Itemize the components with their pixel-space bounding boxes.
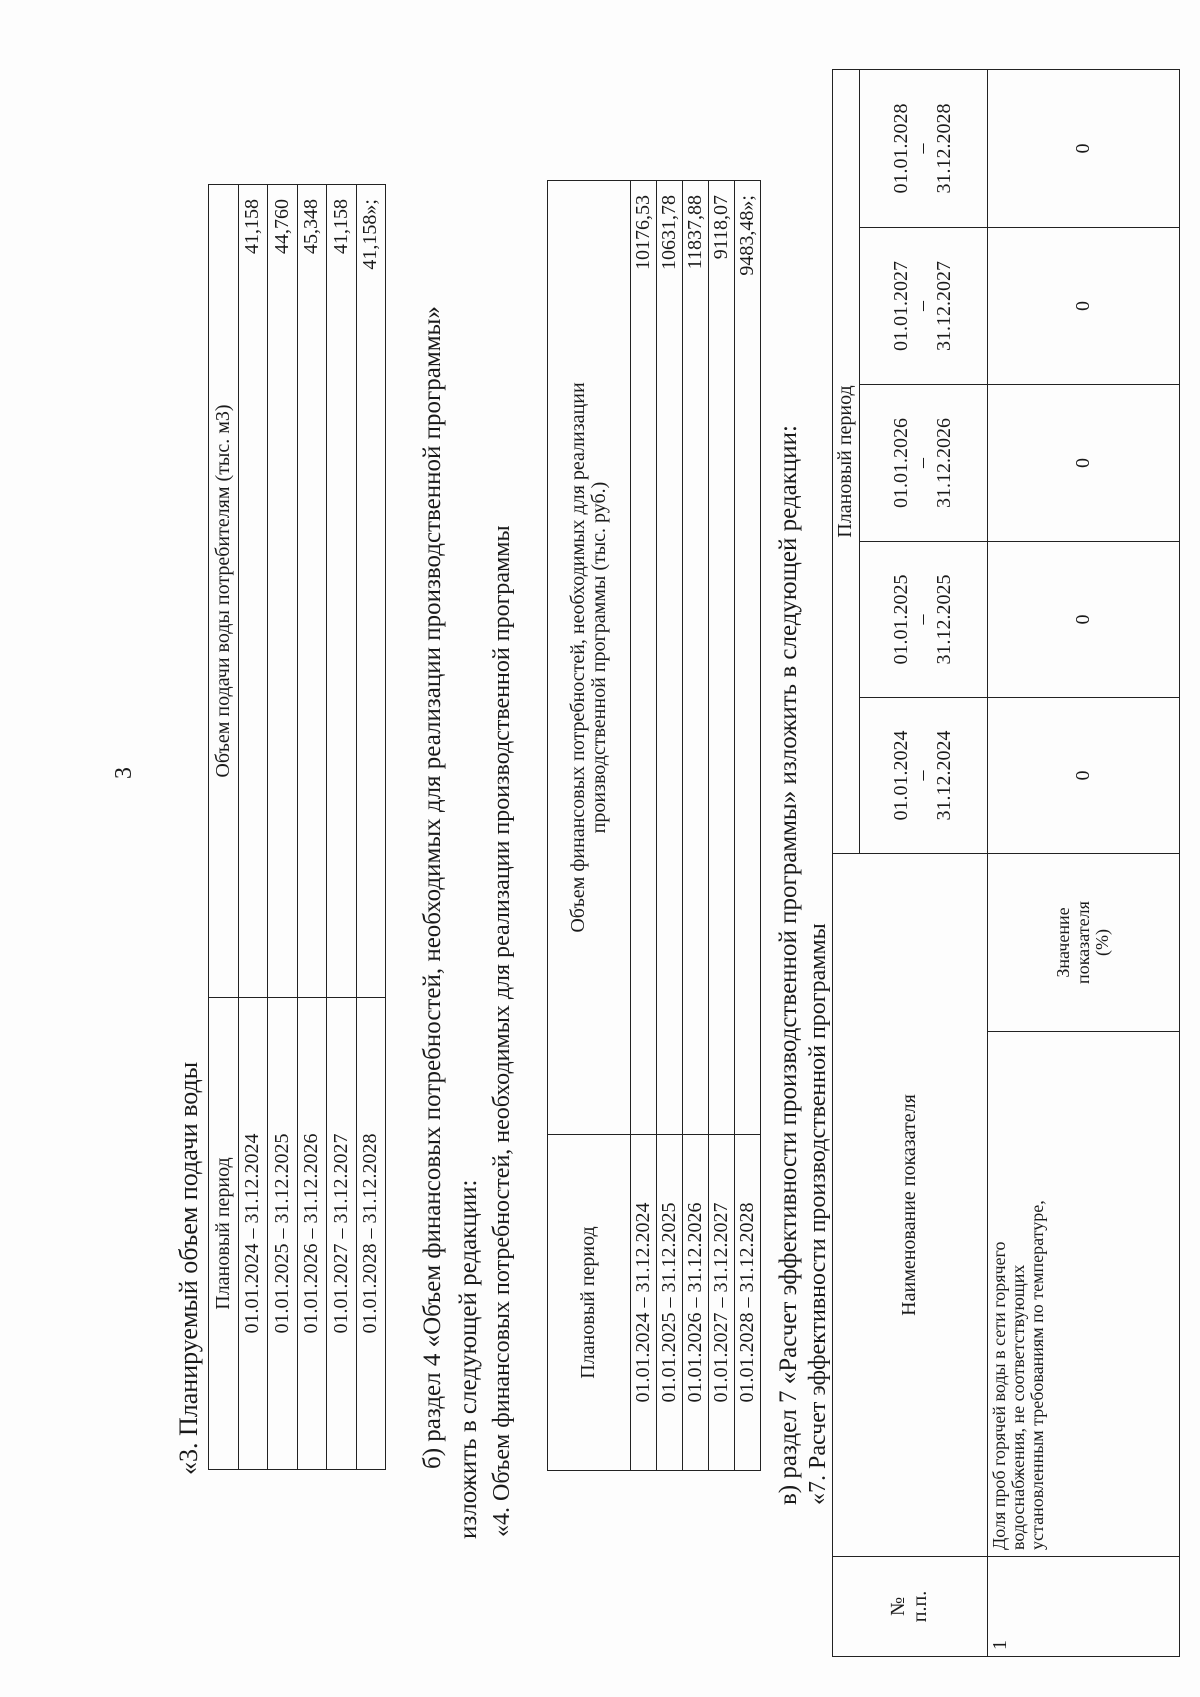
period-header-cell — [859, 698, 987, 854]
value-cell: 41,158 — [238, 185, 268, 998]
section3-heading: «3. Планируемый объем подачи воды — [174, 1061, 203, 1475]
section4-heading: «4. Объем финансовых потребностей, необходимых для реализации производственной программы — [489, 525, 515, 1537]
page-number: 3 — [111, 767, 137, 779]
table-header-row — [548, 181, 631, 1471]
value-cell: 0 — [987, 69, 1179, 227]
period-dash: – — [911, 143, 934, 154]
header-volume-line2: производственной программы (тыс. руб.) — [587, 481, 610, 834]
period-start: 01.01.2028 — [889, 103, 912, 194]
period-cell: 01.01.2028 – 31.12.2028 — [734, 1135, 760, 1471]
paragraph-v-line1: в) раздел 7 «Расчет эффективности производственной программы» изложить в следующей редакции: — [775, 425, 802, 1505]
value-cell: 9118,07 — [708, 181, 734, 1135]
header-period: Плановый период — [548, 1135, 631, 1471]
period-end: 31.12.2028 — [932, 103, 955, 194]
value-label-line1: Значение — [1053, 907, 1074, 978]
row-name-line3: установленным требованиям по температуре, — [1027, 1200, 1048, 1550]
period-start: 01.01.2024 — [889, 730, 912, 821]
header-name: Наименование показателя — [833, 854, 988, 1557]
value-cell: 0 — [987, 698, 1179, 854]
efficiency-table — [832, 69, 1180, 1657]
value-cell: 9483,48»; — [734, 181, 760, 1135]
period-cell: 01.01.2028 – 31.12.2028 — [356, 998, 386, 1470]
value-cell: 45,348 — [297, 185, 327, 998]
value-label-line3: (%) — [1092, 929, 1113, 956]
table-header-row — [833, 69, 860, 1656]
value-cell: 41,158»; — [356, 185, 386, 998]
period-end: 31.12.2026 — [932, 418, 955, 508]
section7-heading: «7. Расчет эффективности производственной программы — [805, 923, 831, 1505]
table-row — [356, 185, 386, 1470]
water-supply-table — [208, 184, 386, 1470]
period-header-cell — [859, 542, 987, 698]
period-dash: – — [911, 770, 934, 781]
table-row — [656, 181, 682, 1471]
value-cell: 0 — [987, 385, 1179, 542]
paragraph-b-line1: б) раздел 4 «Объем финансовых потребностей, необходимых для реализации производственной программы» — [419, 306, 446, 1469]
table-row — [682, 181, 708, 1471]
period-cell: 01.01.2027 – 31.12.2027 — [708, 1135, 734, 1471]
row-name-line2: водоснабжения, не соответствующих — [1008, 1264, 1029, 1550]
period-cell: 01.01.2026 – 31.12.2026 — [297, 998, 327, 1470]
period-end: 31.12.2024 — [932, 730, 955, 821]
table-row — [268, 185, 298, 1470]
period-start: 01.01.2025 — [889, 574, 912, 665]
table-row — [630, 181, 656, 1471]
table-row — [327, 185, 357, 1470]
header-volume-line1: Объем финансовых потребностей, необходимых для реализации — [566, 382, 589, 933]
header-volume: Объем подачи воды потребителям (тыс. м3) — [209, 185, 239, 998]
table-row — [238, 185, 268, 1470]
table-row — [987, 69, 1179, 1656]
value-cell: 44,760 — [268, 185, 298, 998]
header-planned-period: Плановый период — [833, 69, 860, 853]
period-start: 01.01.2026 — [889, 418, 912, 508]
value-label-line2: показателя — [1072, 901, 1093, 984]
row-name — [987, 1032, 1179, 1557]
header-volume — [548, 181, 631, 1135]
period-dash: – — [911, 458, 934, 468]
header-num — [833, 1557, 988, 1657]
row-value-label — [987, 854, 1179, 1032]
table-row — [708, 181, 734, 1471]
table-row — [297, 185, 327, 1470]
period-cell: 01.01.2026 – 31.12.2026 — [682, 1135, 708, 1471]
table-header-row — [209, 185, 239, 1470]
paragraph-b-line2: изложить в следующей редакции: — [455, 1179, 482, 1539]
period-header-cell — [859, 385, 987, 542]
value-cell: 41,158 — [327, 185, 357, 998]
period-cell: 01.01.2025 – 31.12.2025 — [268, 998, 298, 1470]
value-cell: 0 — [987, 228, 1179, 385]
financial-needs-table — [547, 180, 761, 1471]
period-cell: 01.01.2027 – 31.12.2027 — [327, 998, 357, 1470]
value-cell: 10176,53 — [630, 181, 656, 1135]
header-period: Плановый период — [209, 998, 239, 1470]
period-dash: – — [911, 614, 934, 625]
period-end: 31.12.2027 — [932, 261, 955, 351]
period-dash: – — [911, 301, 934, 311]
value-cell: 10631,78 — [656, 181, 682, 1135]
period-cell: 01.01.2024 – 31.12.2024 — [630, 1135, 656, 1471]
header-num-line2: п.п. — [908, 1590, 931, 1623]
period-end: 31.12.2025 — [932, 574, 955, 665]
table-row — [734, 181, 760, 1471]
period-cell: 01.01.2025 – 31.12.2025 — [656, 1135, 682, 1471]
row-num: 1 — [987, 1557, 1179, 1657]
value-cell: 11837,88 — [682, 181, 708, 1135]
header-num-line1: № — [887, 1596, 910, 1617]
row-name-line1: Доля проб горячей воды в сети горячего — [988, 1241, 1009, 1550]
period-cell: 01.01.2024 – 31.12.2024 — [238, 998, 268, 1470]
period-start: 01.01.2027 — [889, 261, 912, 351]
period-header-cell — [859, 69, 987, 227]
period-header-cell — [859, 228, 987, 385]
value-cell: 0 — [987, 542, 1179, 698]
